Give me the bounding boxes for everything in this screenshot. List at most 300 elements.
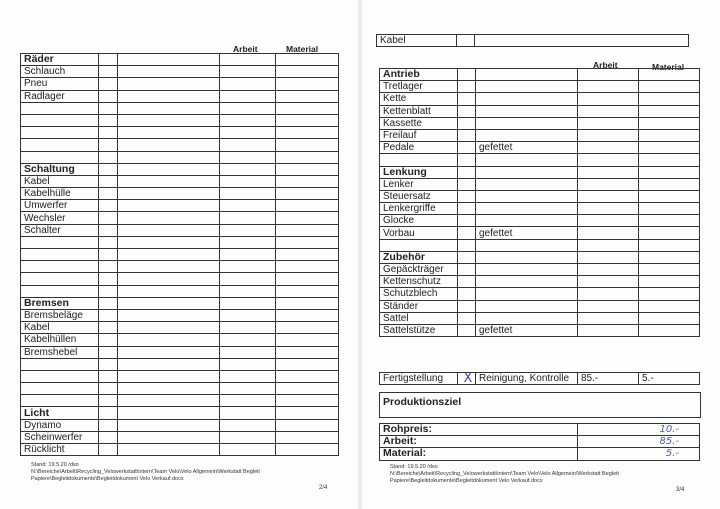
table-cell (118, 102, 220, 114)
table-cell (220, 66, 276, 78)
table-cell (639, 142, 700, 154)
table-cell (276, 66, 339, 78)
table-cell (458, 81, 476, 93)
row-label: Radlager (21, 90, 99, 102)
table-cell (220, 90, 276, 102)
table-cell (220, 127, 276, 139)
table-row (21, 78, 339, 90)
table-cell (220, 54, 276, 66)
table-cell (276, 200, 339, 212)
row-note: gefettet (476, 227, 578, 239)
table-cell (458, 178, 476, 190)
row-label: Pneu (21, 78, 99, 90)
table-row (380, 142, 700, 154)
table-row (380, 117, 700, 129)
row-label: Pedale (380, 142, 458, 154)
table-cell (476, 276, 578, 288)
table-cell (578, 93, 639, 105)
row-label (21, 370, 99, 382)
table-cell (99, 151, 118, 163)
table-cell (476, 215, 578, 227)
table-cell (639, 178, 700, 190)
section-header-row (21, 297, 339, 309)
row-label (21, 139, 99, 151)
table-cell (118, 383, 220, 395)
table-cell (99, 175, 118, 187)
row-label (21, 261, 99, 273)
table-cell (118, 78, 220, 90)
table-cell (220, 322, 276, 334)
table-cell (220, 273, 276, 285)
table-cell (118, 285, 220, 297)
table-row (21, 309, 339, 321)
table-cell (639, 154, 700, 166)
table-cell (118, 151, 220, 163)
table-row (380, 81, 700, 93)
table-cell (276, 261, 339, 273)
table-cell (476, 178, 578, 190)
table-row (380, 190, 700, 202)
table-cell (276, 273, 339, 285)
row-label (21, 285, 99, 297)
table-cell (578, 300, 639, 312)
table-cell (276, 127, 339, 139)
table-cell (220, 236, 276, 248)
table-cell (458, 227, 476, 239)
table-cell (276, 297, 339, 309)
table-cell (458, 312, 476, 324)
table-row (21, 322, 339, 334)
row-label: Bremsbeläge (21, 309, 99, 321)
table-row (380, 203, 700, 215)
table-cell (276, 285, 339, 297)
row-label: Glocke (380, 215, 458, 227)
table-row (21, 212, 339, 224)
summary-value: 5.- (578, 448, 700, 460)
table-cell (476, 117, 578, 129)
table-cell (220, 151, 276, 163)
table-cell (220, 358, 276, 370)
row-label: Bremshebel (21, 346, 99, 358)
fertigstellung-arbeit: 85.- (578, 373, 639, 385)
table-cell (476, 154, 578, 166)
table-cell (276, 334, 339, 346)
table-cell (220, 370, 276, 382)
table-cell (276, 431, 339, 443)
row-label: Gepäckträger (380, 264, 458, 276)
column-header-arbeit: Arbeit (233, 44, 258, 54)
table-cell (220, 346, 276, 358)
table-cell (578, 117, 639, 129)
section-label: Bremsen (21, 297, 99, 309)
table-row (380, 129, 700, 141)
table-cell (118, 200, 220, 212)
check-mark: X (458, 373, 476, 385)
table-cell (118, 175, 220, 187)
table-row (21, 334, 339, 346)
table-cell (99, 395, 118, 407)
table-cell (578, 251, 639, 263)
table-cell (99, 431, 118, 443)
table-cell (99, 236, 118, 248)
row-label (21, 236, 99, 248)
table-cell (458, 251, 476, 263)
table-cell (639, 69, 700, 81)
table-cell (118, 322, 220, 334)
table-cell (458, 215, 476, 227)
summary-value: 10.- (578, 424, 700, 436)
table-cell (220, 444, 276, 456)
table-cell (276, 139, 339, 151)
table-cell (458, 203, 476, 215)
table-row (21, 383, 339, 395)
summary-row (380, 448, 700, 460)
table-cell (99, 200, 118, 212)
column-header-material: Material (286, 44, 319, 54)
table-cell (476, 166, 578, 178)
fertigstellung-material: 5.- (639, 373, 700, 385)
table-row (380, 264, 700, 276)
table-row (380, 312, 700, 324)
table-cell (639, 227, 700, 239)
table-cell (458, 300, 476, 312)
table-row (21, 370, 339, 382)
table-cell (476, 300, 578, 312)
table-cell (639, 288, 700, 300)
table-cell (99, 261, 118, 273)
row-label: Kettenschutz (380, 276, 458, 288)
table-cell (276, 309, 339, 321)
table-cell (220, 114, 276, 126)
section-label: Schaltung (21, 163, 99, 175)
table-cell (476, 203, 578, 215)
summary-table (379, 423, 700, 461)
row-label: Umwerfer (21, 200, 99, 212)
row-label (21, 114, 99, 126)
table-cell (458, 129, 476, 141)
table-cell (276, 383, 339, 395)
table-cell (220, 334, 276, 346)
table-cell (578, 324, 639, 336)
table-cell (220, 407, 276, 419)
table-cell (458, 117, 476, 129)
section-header-row (21, 163, 339, 175)
table-cell (578, 166, 639, 178)
table-cell (476, 288, 578, 300)
table-cell (99, 90, 118, 102)
table-row (21, 188, 339, 200)
row-label: Freilauf (380, 129, 458, 141)
section-header-row (21, 407, 339, 419)
table-cell (99, 309, 118, 321)
table-row (21, 175, 339, 187)
table-row (21, 358, 339, 370)
table-cell (220, 395, 276, 407)
table-row (380, 276, 700, 288)
table-cell (99, 249, 118, 261)
table-cell (476, 69, 578, 81)
table-cell (639, 300, 700, 312)
table-cell (578, 276, 639, 288)
table-cell (118, 212, 220, 224)
produktionsziel-label: Produktionsziel (383, 396, 462, 408)
table-cell (220, 261, 276, 273)
table-cell (639, 203, 700, 215)
table-cell (220, 297, 276, 309)
summary-row (380, 436, 700, 448)
table-cell (99, 212, 118, 224)
table-cell (578, 154, 639, 166)
table-row (21, 395, 339, 407)
row-label: Rücklicht (21, 444, 99, 456)
table-cell (458, 142, 476, 154)
section-label: Antrieb (380, 69, 458, 81)
table-cell (220, 383, 276, 395)
row-label: Tretlager (380, 81, 458, 93)
table-cell (458, 264, 476, 276)
row-label: Lenker (380, 178, 458, 190)
row-note: gefettet (476, 324, 578, 336)
table-cell (220, 249, 276, 261)
page-number: 3/4 (676, 487, 685, 493)
row-label: Schalter (21, 224, 99, 236)
row-label (21, 273, 99, 285)
table-cell (578, 312, 639, 324)
table-row (21, 419, 339, 431)
table-cell (578, 288, 639, 300)
table-cell (118, 419, 220, 431)
table-row (21, 102, 339, 114)
table-row (380, 93, 700, 105)
table-cell (276, 419, 339, 431)
table-cell (118, 407, 220, 419)
table-row (21, 90, 339, 102)
table-cell (276, 212, 339, 224)
table-cell (639, 129, 700, 141)
section-label: Licht (21, 407, 99, 419)
table-cell (458, 69, 476, 81)
table-cell (276, 175, 339, 187)
table-row (21, 431, 339, 443)
row-label: Scheinwerfer (21, 431, 99, 443)
table-cell (99, 114, 118, 126)
fertigstellung-note: Reinigung, Kontrolle (476, 373, 578, 385)
table-cell (99, 188, 118, 200)
row-label: Wechsler (21, 212, 99, 224)
table-row (380, 288, 700, 300)
table-cell (578, 142, 639, 154)
table-cell (99, 370, 118, 382)
table-cell (276, 151, 339, 163)
table-cell (118, 334, 220, 346)
table-cell (99, 66, 118, 78)
table-cell (639, 190, 700, 202)
table-cell (99, 273, 118, 285)
table-row (21, 114, 339, 126)
table-cell (276, 444, 339, 456)
table-cell (220, 309, 276, 321)
row-label (21, 358, 99, 370)
table-cell (458, 239, 476, 251)
table-row (21, 249, 339, 261)
section-label: Räder (21, 54, 99, 66)
table-cell (118, 431, 220, 443)
section-label: Lenkung (380, 166, 458, 178)
section-header-row (380, 251, 700, 263)
table-cell (276, 78, 339, 90)
column-header-material: Material (652, 62, 685, 72)
table-cell (118, 66, 220, 78)
table-cell (476, 239, 578, 251)
produktionsziel-box (379, 392, 701, 418)
table-cell (578, 203, 639, 215)
summary-row (380, 424, 700, 436)
table-row (21, 285, 339, 297)
row-label (21, 249, 99, 261)
table-cell (118, 114, 220, 126)
table-row (21, 444, 339, 456)
table-row (21, 346, 339, 358)
table-cell (458, 324, 476, 336)
column-header-arbeit: Arbeit (593, 60, 618, 70)
table-row (380, 154, 700, 166)
table-cell (99, 358, 118, 370)
table-cell (118, 127, 220, 139)
row-label: Schlauch (21, 66, 99, 78)
row-label: Sattelstütze (380, 324, 458, 336)
table-row (380, 105, 700, 117)
summary-label: Rohpreis: (380, 424, 578, 436)
table-cell (476, 312, 578, 324)
table-cell (578, 129, 639, 141)
table-cell (578, 178, 639, 190)
row-note: gefettet (476, 142, 578, 154)
row-label (21, 102, 99, 114)
table-cell (578, 69, 639, 81)
table-cell (220, 163, 276, 175)
table-cell (639, 93, 700, 105)
table-cell (220, 419, 276, 431)
table-cell (118, 358, 220, 370)
table-cell (220, 200, 276, 212)
table-cell (118, 395, 220, 407)
table-cell (99, 419, 118, 431)
table-cell (578, 105, 639, 117)
table-cell (639, 324, 700, 336)
table-cell (220, 224, 276, 236)
table-cell (99, 346, 118, 358)
table-cell (276, 322, 339, 334)
table-row (21, 273, 339, 285)
table-cell (578, 81, 639, 93)
table-cell (639, 105, 700, 117)
table-cell (118, 90, 220, 102)
table-cell (578, 227, 639, 239)
table-row (21, 261, 339, 273)
row-label: Kassette (380, 117, 458, 129)
row-label: Steuersatz (380, 190, 458, 202)
table-cell (639, 239, 700, 251)
row-label: Lenkergriffe (380, 203, 458, 215)
table-cell (276, 224, 339, 236)
table-cell (458, 288, 476, 300)
table-cell (99, 285, 118, 297)
table-cell (99, 444, 118, 456)
table-cell (276, 114, 339, 126)
table-cell (276, 358, 339, 370)
table-cell (458, 93, 476, 105)
table-cell (276, 163, 339, 175)
table-cell (639, 251, 700, 263)
row-label (21, 151, 99, 163)
table-cell (99, 78, 118, 90)
table-row (21, 200, 339, 212)
table-row (380, 324, 700, 336)
row-label: Kabel (21, 322, 99, 334)
table-cell (118, 163, 220, 175)
row-label: Kabel (21, 175, 99, 187)
left-page (0, 0, 358, 509)
table-cell (578, 215, 639, 227)
table-cell (476, 105, 578, 117)
table-cell (458, 190, 476, 202)
table-cell (118, 139, 220, 151)
page-number: 2/4 (319, 485, 328, 491)
table-row (21, 236, 339, 248)
table-cell (118, 444, 220, 456)
table-cell (220, 78, 276, 90)
row-label: Kette (380, 93, 458, 105)
table-cell (458, 276, 476, 288)
table-cell (99, 297, 118, 309)
row-label (380, 239, 458, 251)
table-cell (118, 236, 220, 248)
table-row (21, 224, 339, 236)
table-cell (99, 102, 118, 114)
footer-note: Stand: 19.5.20 /dso N:\Bereiche\Arbeit\Recycling_Velowerkstatt\intern\Team Velo\Velo Allgemein\Werkstatt Begleit Papiere\Begleitdokumente\Begleitdokument Velo Verkauf.docx (31, 462, 260, 482)
row-label (21, 395, 99, 407)
table-cell (276, 54, 339, 66)
row-label: Kabel (377, 35, 457, 47)
table-row (21, 66, 339, 78)
table-row (380, 227, 700, 239)
section-label: Zubehör (380, 251, 458, 263)
table-cell (118, 346, 220, 358)
section-header-row (380, 166, 700, 178)
table-cell (458, 105, 476, 117)
right-page (362, 0, 720, 509)
table-cell (99, 54, 118, 66)
table-cell (220, 175, 276, 187)
table-cell (639, 166, 700, 178)
top-row-table (376, 34, 689, 47)
table-cell (476, 264, 578, 276)
table-cell (220, 212, 276, 224)
table-cell (99, 383, 118, 395)
table-cell (639, 276, 700, 288)
row-label: Ständer (380, 300, 458, 312)
table-cell (118, 54, 220, 66)
table-cell (476, 129, 578, 141)
row-label: Kettenblatt (380, 105, 458, 117)
table-cell (276, 370, 339, 382)
table-cell (276, 102, 339, 114)
row-label: Kabelhüllen (21, 334, 99, 346)
table-cell (118, 370, 220, 382)
row-label: Schutzblech (380, 288, 458, 300)
table-row (380, 300, 700, 312)
table-cell (220, 431, 276, 443)
